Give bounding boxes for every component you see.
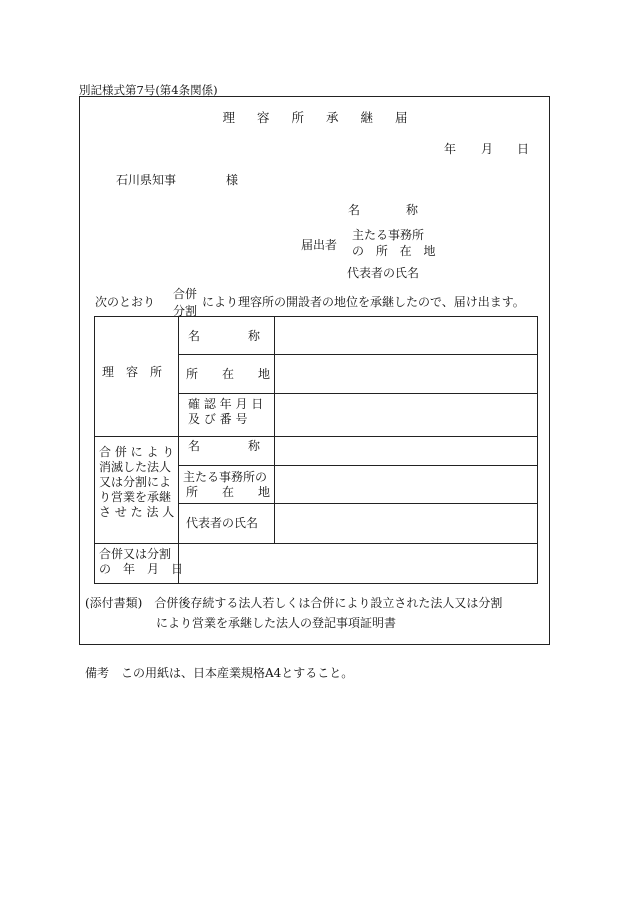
statement-suffix: により理容所の開設者の地位を承継したので、届け出ます。 (202, 295, 525, 309)
title-char: 届 (395, 110, 408, 125)
attachments-line2: により営業を承継した法人の登記事項証明書 (156, 616, 397, 630)
applicant-office-line1: 主たる事務所 (352, 228, 425, 242)
addressee-honorific: 様 (226, 173, 239, 187)
table-divider (178, 503, 537, 504)
table-divider (178, 317, 179, 583)
remarks-note: 備考 この用紙は、日本産業規格A4とすること。 (85, 666, 354, 680)
table-divider (178, 465, 537, 466)
corp-rep-label: 代表者の氏名 (186, 516, 259, 530)
statement-option-merger: 合併 (173, 287, 198, 301)
barber-confirm-number-label: 及 び 番 号 (188, 412, 248, 426)
statement-prefix: 次のとおり (95, 295, 156, 309)
title-char: 容 (256, 110, 270, 125)
succession-table (94, 316, 538, 584)
applicant-name-label-a: 名 (348, 203, 361, 217)
corp-office-label-line2: 所 在 地 (186, 485, 271, 499)
date-year: 年 (444, 142, 457, 156)
title-char: 継 (360, 110, 374, 125)
merger-date-label: 合併又は分割 (99, 547, 172, 561)
table-divider (178, 354, 537, 355)
date-month: 月 (481, 142, 494, 156)
attachments-line1: (添付書類) 合併後存続する法人若しくは合併により設立された法人又は分割 (85, 596, 503, 610)
corp-name-label: 名 称 (188, 439, 261, 453)
date-day: 日 (517, 142, 530, 156)
title-char: 承 (326, 110, 339, 125)
section-dissolved-corp-label: 消滅した法人 (99, 460, 172, 474)
barber-confirm-date-label: 確 認 年 月 日 (188, 397, 264, 411)
section-barber-shop-label: 理 容 所 (102, 365, 163, 379)
corp-office-label-line1: 主たる事務所の (183, 470, 268, 484)
title-char: 理 (222, 110, 235, 125)
section-dissolved-corp-label: 又は分割によ (99, 475, 172, 489)
title-char: 所 (291, 110, 304, 125)
table-divider (95, 436, 537, 437)
section-dissolved-corp-label: り営業を承継 (99, 490, 172, 504)
merger-date-label: の 年 月 日 (99, 562, 184, 576)
applicant-office-line2: の 所 在 地 (352, 244, 440, 258)
section-dissolved-corp-label: さ せ た 法 人 (99, 505, 175, 519)
form-title (0, 108, 630, 126)
applicant-rep-label: 代表者の氏名 (347, 266, 420, 280)
barber-address-label: 所 在 地 (186, 367, 271, 381)
statement-option-split: 分割 (173, 304, 198, 318)
section-dissolved-corp-label: 合 併 に よ り (99, 445, 175, 459)
form-number-label: 別記様式第7号(第4条関係) (79, 83, 218, 97)
addressee-name: 石川県知事 (116, 173, 177, 187)
table-divider (274, 317, 275, 543)
table-divider (95, 543, 537, 544)
applicant-label: 届出者 (301, 238, 338, 252)
applicant-name-label-b: 称 (406, 203, 419, 217)
barber-name-label: 名 称 (188, 329, 261, 343)
table-divider (178, 393, 537, 394)
